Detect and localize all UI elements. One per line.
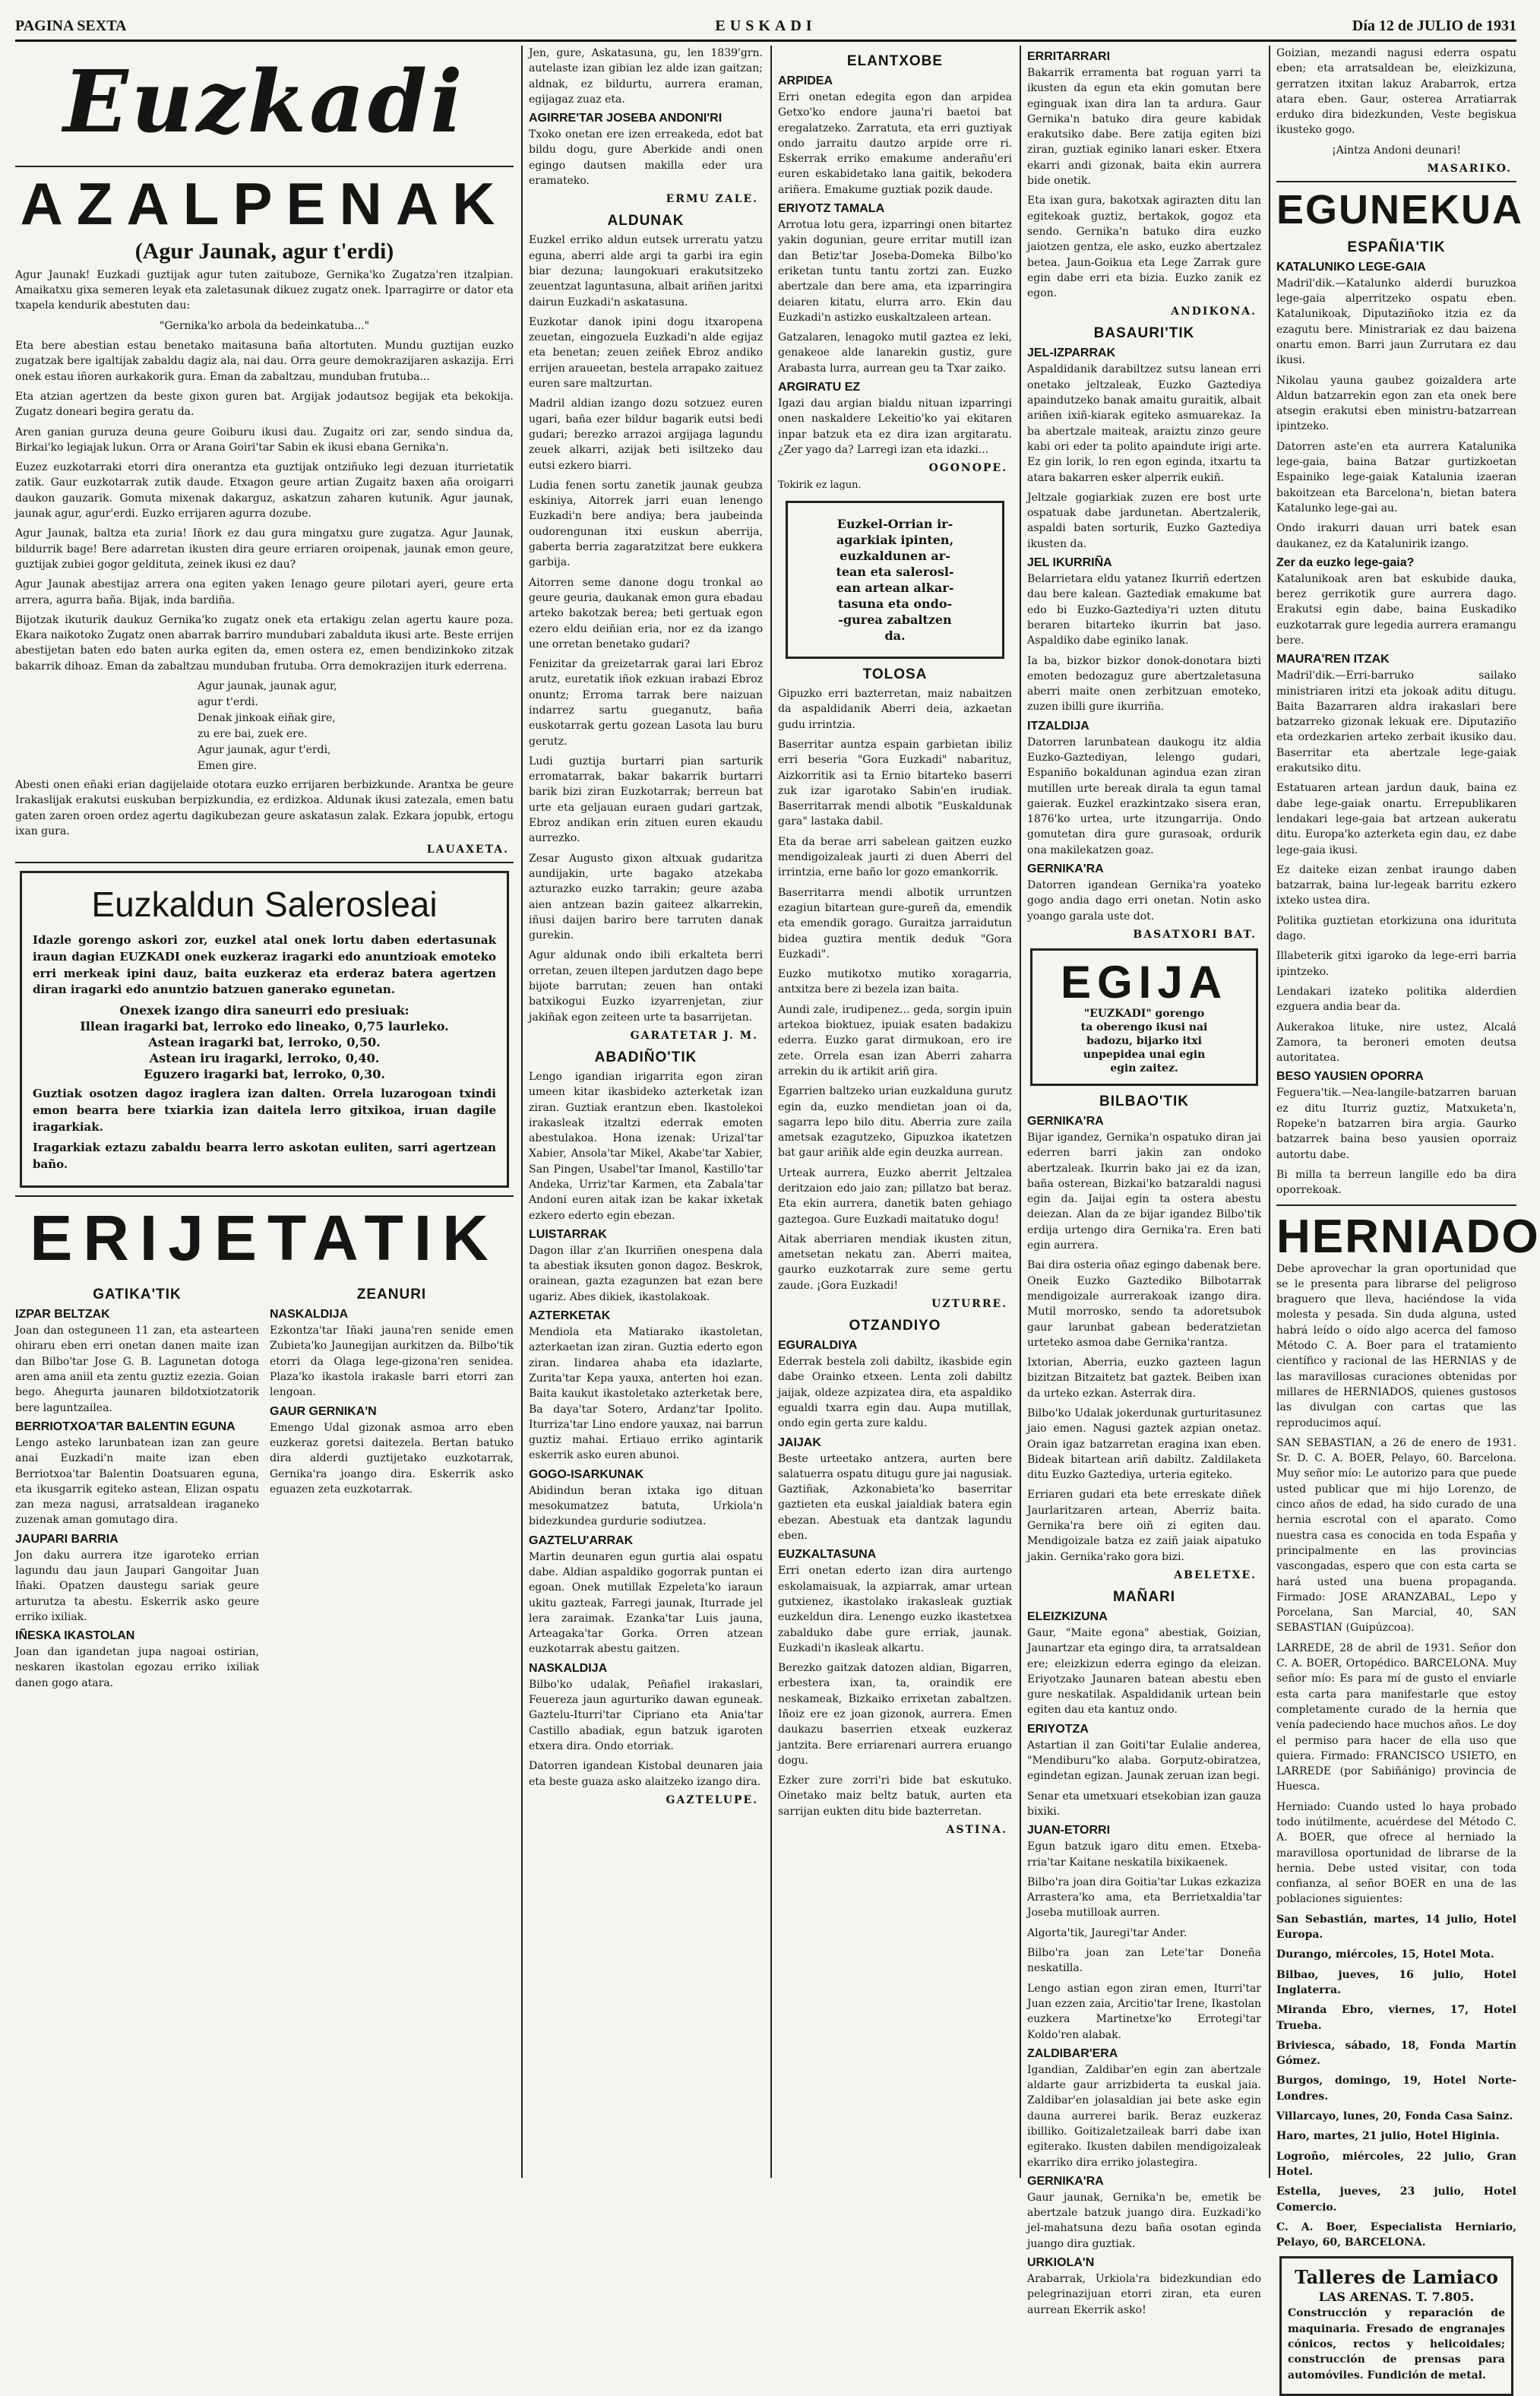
item-text: Ia ba, bizkor bizkor donok-donotara bizti emoten bedozaguz gure abertzaletasuna aberri maite onen zerbitzuan emoteko, zuzen ibilli gure ikurriña. (1027, 654, 1261, 714)
item-text: Gatzalaren, lenagoko mutil gaztea ez leki, genakeoe alde lanarekin gustiz, gure Arabasta lurra, aurrean geu ta Txar zaiko. (778, 331, 1012, 375)
section-heading: MAÑARI (1113, 1588, 1175, 1605)
item-text: Nikolau yauna gaubez goizaldera arte Aldun batzarrekin egon zan eta onek bere atsegin erakutsi eben ministru-batzarrean ipintzeko. (1276, 374, 1516, 433)
poem-stanza: Euzkel erriko aldun eutsek urreratu yatzu eguna, aberri alde argi ta garbi ira egin biar dezuna; laungokuari erakutsitzeko zeuentzat laguntasuna, albait ariñen jaritxi dairun Euzkadi'n askatasuna. (529, 234, 763, 309)
article-signature: GAZTELUPE. (666, 1793, 758, 1806)
egija-advert (1030, 948, 1258, 1086)
article-paragraph: Txoko onetan ere izen erreakeda, edot bat bildu dogu, gure Aberkide andi onen egingo dautsen makilla eder ura eramateko. (529, 128, 763, 188)
item-text: Joan dan igandetan jupa nagoai ostirian, neskaren ikastolan egozau erriko ixiliak danen gogo atara. (15, 1646, 259, 1689)
item-heading: ELEIZKIZUNA (1027, 1609, 1108, 1623)
item-text: Bijar igandez, Gernika'n ospatuko diran jai ederren barri jakin zan ondoko abertzaleak. Ikurrin bako jai ez da izan, baña osterean, Bizkai'ko batzaraldi nagusi egin da. Jaijai egin ta ostera abestu deiezan. Alan da ze bijar igandez Bilbo'tik erdija urtengo dira Gernika'ra. Eren bati egin aurrera. (1027, 1131, 1261, 1252)
section-heading: BILBAO'TIK (1099, 1093, 1189, 1109)
item-text: Senar eta umetxuari etsekobian izan gauza bixiki. (1027, 1790, 1261, 1818)
item-text: Astartian il zan Goiti'tar Eulalie anderea, "Mendiburu"ko alaba. Gorputz-obiratzea, egindetan egizan. Jaunak zeruan izan begi. (1027, 1739, 1261, 1783)
poem-stanza: Zesar Augusto gixon altxuak gudaritza aundijakin, urte bagako atzekaba azturazko euzko tarrakin; geure azaba aien antzean bazin gaiteez alkarrekin, iñusi daijen bariro bere tarruten danak gurekin. (529, 852, 763, 942)
page-date: Día 12 de JULIO de 1931 (1352, 17, 1516, 34)
column-2 (529, 46, 763, 2178)
item-text: Ondo irakurri dauan urri batek esan daukanez, ez da Katalunirik izango. (1276, 522, 1516, 550)
section-heading: ESPAÑIA'TIK (1347, 239, 1446, 255)
item-heading: MAURA'REN ITZAK (1276, 653, 1390, 666)
egunekua-headline: EGUNEKUA (1276, 187, 1524, 233)
item-heading: BERRIOTXOA'TAR BALENTIN EGUNA (15, 1420, 236, 1433)
column-3 (778, 46, 1012, 2178)
poem-line: zu ere bai, zuek ere. (198, 728, 308, 741)
item-text: Ederrak bestela zoli dabiltz, ikasbide egin dabe Orainko etxeen. Lenta zoli dabiltz jaijak, oldeze azpizatea dira, eta aspaldiko egualdi txarra egin dau. Aupa mutillak, ondo egin gerta zure kaldu. (778, 1356, 1012, 1430)
item-heading: AGIRRE'TAR JOSEBA ANDONI'RI (529, 112, 723, 125)
item-heading: GOGO-ISARKUNAK (529, 1467, 644, 1481)
item-text: Bilbo'ko Udalak jokerdunak gurturitasunez jaio emen. Nagusi gaztek azpian onetaz. Orain igaz batzarretan eragina ixan eben. Bideak bitartean ariñ dabiltz. Zaldilaketa ditu Euzko Gaztediya, urteria egiteko. (1027, 1407, 1261, 1482)
item-text: Dagon illar z'an Ikurriñen onespena dala ta abestiak iksuten gonon dagoz. Beskrok, orainean, gazta ezagunzen bat ezan bere ugariz. Abes dikiek, ikastolakoak. (529, 1244, 763, 1303)
article-quote: "Gernika'ko arbola da bedeinkatuba..." (159, 319, 370, 332)
euzkel-orrian-advert (786, 501, 1004, 659)
article-signature: ASTINA. (946, 1824, 1007, 1837)
advert-text: Herniado: Cuando usted lo haya probado todo inútilmente, acuérdese del Método C. A. BOER, que ofrece al herniado la maravillosa oportunidad de librarse de la hernia. Debe usted visitar, con toda confianza, al señor BOER en una de las poblaciones siguientes: (1276, 1800, 1516, 1906)
item-text: Beste urteetako antzera, aurten bere salatuerra ospatu ditugu gure jai nagusiak. Gaztiñak, Azkonabieta'ko baserritar gaztieten eta euskal jaialdiak batera egin ebezan. Abestuak eta dantzak lagundu eben. (778, 1452, 1012, 1543)
item-text: Ezkontza'tar Iñaki jauna'ren senide emen Zubieta'ko Jaunegijan aurkitzen da. Bilbo'tik etorri da Olaga lege-gizona'ren senidea. Plaza'ko ikastola irakasle barri etorri zan lengoan. (270, 1325, 514, 1399)
article-paragraph: Agur Jaunak abestijaz arrera ona egiten yaken Ienago geure pilotari ayeri, geure erta arrera, agurra baña. Bijak, inda bardiña. (15, 578, 514, 606)
advert-location: Briviesca, sábado, 18, Fonda Martín Gómez. (1276, 2039, 1516, 2068)
article-paragraph: Aren ganian guruza deuna geure Goiburu ikusi dau. Zugaitz ori zar, sendo sindua da, Birkai'ko legiajak lukun. Orra or Arana Goiri'tar Sabin ek ikusi ebana Gernika'n. (15, 426, 514, 454)
advert-text: Idazle gorengo askori zor, euzkel atal onek lortu daben edertasunak iraun dagian EUZKADI onek euzkeraz iragarki edo anuntzioak emoteko erri merkeak ipini dauz, baita euzkeraz eta erderaz batera agertzen diran iragarki edo anuntzio batzuen ganerako egunetan. (33, 933, 496, 997)
advert-text: Onexek izango dira saneurri edo presiuak: (119, 1003, 410, 1018)
item-text: Eta da berae arri sabelean gaitzen euzko mendigoizaleak jaurti zi duen Aberri del irrintzia, erne baño lor gozo emankorrik. (778, 835, 1012, 879)
item-text: Joan dan osteguneen 11 zan, eta astearteen ohiraru eben erri onetan danen maite izan dan Bilbo'tar Jose G. B. Lagunetan dotoga aren ama aniil eta zentu guztiz ezezia. Goian bego. Ahegurta jaunaren bildotxiotzatorik bere laguntzailea. (15, 1325, 259, 1414)
advert-text: euzkaldunen ar- (840, 549, 950, 564)
item-text: Ixtorian, Aberria, euzko gazteen lagun bizitzan Bitzaitetz bat gaztek. Beiben ixan da urteko ezkan. Asterrak dira. (1027, 1356, 1261, 1400)
column-rule (1269, 46, 1270, 2178)
advert-text: SAN SEBASTIAN, a 26 de enero de 1931. Sr. D. C. A. BOER, Pelayo, 60. Barcelona. Muy señor mío: Le autorizo para que puede usted publicar que mi hijo Lorenzo, de cinco años de edad, ha sido curado de una hernia escrotal con el aparato. Como nuestra casa es conocida en toda España y principalmente en las provincias vascongadas, espero que con esta carta se hará usted una buena propaganda. Firmado: JOSE ARANZABAL, Lepo y Porcelana, San Marcial, 40, SAN SEBASTIAN (Guipúzcoa). (1276, 1436, 1516, 1635)
advert-text: da. (884, 628, 906, 644)
advert-text: ta oberengo ikusi nai (1080, 1021, 1208, 1033)
advert-location: Miranda Ebro, viernes, 17, Hotel Trueba. (1276, 2004, 1516, 2032)
item-text: Goizian, mezandi nagusi ederra ospatu eben; eta arratsaldean be, eleizkizuna, gerratzen itxitan lakuz Arabarrok, ertza atara eben. Gaur, osterea Arratiarrak erduko dira bidezkunden, Veste begiskua ikusteko gogo. (1276, 47, 1516, 137)
item-text: Euzko mutikotxo mutiko xoragarria, antxitza bere zi bezela izan baita. (778, 968, 1012, 996)
item-heading: ARGIRATU EZ (778, 381, 861, 394)
salerosleai-advert (20, 871, 509, 1188)
advert-text: tean eta salerosl- (836, 565, 954, 580)
item-text: Erri onetan ederto izan dira aurtengo eskolamaisuak, la azpiarrak, amar urtean gutxienez, ikastolako irakasleak guztiak euzkeldun dira. Lenengo euzko ikastetxea zabalduko dabe gure erriak, jaunak. Euzkadi'n ikasleak alkartu. (778, 1565, 1012, 1654)
advert-text: Iragarkiak eztazu zabaldu bearra lerro askotan euliten, sarri agertzean baño. (33, 1141, 496, 1172)
article-signature: LAUAXETA. (426, 844, 509, 856)
section-heading: ABADIÑO'TIK (594, 1049, 697, 1065)
item-text: Igazi dau argian bialdu nituan izparringi onen naskaldere Lekeitio'ko yai ekitaren inpar batzuk eta ez dira izan argitaratu. ¿Zer yago da? Larregi izan eta idazki... (778, 397, 1012, 456)
item-text: Urteak aurrera, Euzko aberrit Jeltzalea deritzaion edo jaio zan; pillatzo bat beraz. Eta ekin aurrera, danetik baten gehiago gaztegoa. Gure Euzkadi maitatuko dogu! (778, 1166, 1012, 1226)
item-text: Datorren igandean Gernika'ra yoateko gogo andia dago erri onetan. Notin asko yoango garala uste dot. (1027, 879, 1261, 923)
poem-stanza: Fenizitar da greizetarrak garai lari Ebroz arutz, euretatik iñok ezkuan irabazi Ebroz onuntz; Erroma tarrak bere naizuan indarrez sartu gueganutz, baña euskotarrak gertu gozean Lasota lau buru gerutz. (529, 658, 763, 748)
item-text: ¡Aintza Andoni deunari! (1332, 144, 1461, 157)
article-signature: ABELETXE. (1174, 1568, 1257, 1581)
item-text: Ezker zure zorri'ri bide bat eskutuko. Oinetako maiz beltz batuk, aurten eta sarrijan eukten ditu bide bazterretan. (778, 1774, 1012, 1818)
advert-text: Euzkel-Orrian ir- (836, 517, 953, 532)
item-text: Bilbo'ra joan dira Goitia'tar Lukas ezkaziza Arrastera'ko ama, eta Berrietxaldia'tar Joseba mutilloak aurren. (1027, 1875, 1261, 1920)
column-rule (521, 46, 523, 2178)
advert-title: Euzkaldun Salerosleai (91, 885, 438, 925)
section-heading: TOLOSA (862, 666, 928, 683)
advert-text: egin zaitez. (1110, 1062, 1178, 1075)
erijetatik-headline: ERIJETATIK (30, 1201, 499, 1274)
item-text: Aspaldidanik darabiltzez sutsu lanean erri onetako jeltzaleak, Euzko Gaztediya apaindutzeko banak amaitu guraitik, albait ariñen ixiñ-kiarak egiteko asmuarekaz. Ia ba abertzale maiteak, araiztu zinzo geure kabi ori eder ta polito apaindute irigi arte. Ez gin lorik, lo ren egon eginda, itxartu ta atara bakarren esker alperrik eukiñ. (1027, 363, 1261, 484)
section-heading: ELANTXOBE (846, 53, 944, 69)
item-heading: ARPIDEA (778, 74, 833, 87)
advert-location: Haro, martes, 21 julio, Hotel Higinia. (1276, 2130, 1500, 2143)
advert-location: C. A. Boer, Especialista Herniario, Pelayo, 60, BARCELONA. (1276, 2220, 1516, 2249)
advert-text: Guztiak osotzen dagoz iraglera izan dalten. Orrela luzarogoan txindi emon bearra bere txiarkia izan daitela lerro gitxikoa, iruan dagile iragarkiak. (33, 1087, 496, 1134)
item-text: Jeltzale gogiarkiak zuzen ere bost urte ospatuak dabe jardunetan. Abertzalerik, aspaldi baten sorturik, Euzko Gaztediya ikusten da. (1027, 491, 1261, 550)
herniado-headline: HERNIADO (1276, 1210, 1540, 1263)
item-text: Igandian, Zaldibar'en egin zan abertzale aldarte gaur arrizbiderta ta euskal jaia. Zaldibar'en jolasaldian jai bete aske egin dauna aurrerei barik. Beraz euzkeraz ibilliko. Goitizaletzaileak barri dabe ixan egiterako. Ikusten dabilen mendigoizaleak ekarriko dira erriko jolastegira. (1027, 2063, 1261, 2169)
item-text: Erri onetan edegita egon dan arpidea Getxo'ko endore jauna'ri baetoi bat eregalatzeko. Zarratuta, eta erri guztiyak ondo jarraitu dautzo arpide orre ri. Eskerrak erriko emakume anderañu'eri euren eskabidetako lana gaitik, bekodera ariñera. Emakume guztiak pozik daude. (778, 91, 1012, 196)
advert-location: Villarcayo, lunes, 20, Fonda Casa Sainz. (1276, 2110, 1513, 2123)
item-heading: GERNIKA'RA (1027, 862, 1104, 876)
talleres-advert (1279, 2256, 1513, 2395)
item-text: Feguera'tik.—Nea-langile-batzarren baruan ez ditu Iturriz guztiz, Matxuketa'n, Ropeke'n batzarren bira argia. Gaurko batzarrek baina beso yausien oporraiz autortu dabe. (1276, 1087, 1516, 1161)
advert-text: Construcción y reparación de maquinaria. Fresado de engranajes cónicos, rectos y helicoidales; construcción de prensas para automóviles. Fundición de metal. (1288, 2307, 1505, 2382)
poem-stanza: Agur aldunak ondo ibili erkalteta berri orretan, zeuen iltepen jardutzen dago bepe bijote barrutan; zeuen han ontaki batxikogui Euzko izyarrenjetan, ziur jakiñak egon zeiteen urte ta basarrijetan. (529, 949, 763, 1024)
column-rule (1020, 46, 1021, 2178)
item-text: Lengo igandian irigarrita egon ziran umeen kitar ikasbideko azterketak izan ziran. Guztiak erantzun eben. Ikastolekoi irakasleak itzaltzi ederrak emoten abestulakoa. Hona izenak: Urizal'tar Xabier, Ansola'tar Mikel, Akabe'tar Xabier, San Pingen, Usabel'tar Imanol, Kastillo'tar Andeka, Urriz'tar Karmen, eta Zabala'tar Andoni euren aitak izan be kakar ixketak ezkero ederto egin ebezan. (529, 1070, 763, 1222)
item-heading: JAIJAK (778, 1435, 821, 1449)
item-heading: KATALUNIKO LEGE-GAIA (1276, 260, 1426, 274)
item-heading: GERNIKA'RA (1027, 2174, 1104, 2188)
poem-line: Agur jaunak, agur t'erdi, (198, 744, 331, 757)
item-heading: ERRITARRARI (1027, 50, 1111, 63)
item-heading: NASKALDIJA (270, 1308, 349, 1321)
item-text: Ez daiteke eizan zenbat iraungo daben batzarrak, baina lur-legeak barritu ezkero ixteko ustea dira. (1276, 863, 1516, 907)
article-paragraph: Abesti onen eñaki erian dagijelaide ototara euzko errijaren berbizkunde. Arantxa be geure Irakaslijak erakutsi euskuban berpizkundia, ez erdizkoa. Aldunak ikusi zatezala, emen batu gaten zaren oroen ordez agertu dagikubezan geure askatasun zalak. Ezkara jopubk, ertogu ixan gura. (15, 779, 514, 837)
section-heading: OTZANDIYO (849, 1318, 941, 1334)
item-text: Egun batzuk igaro ditu emen. Etxeba-rria'tar Kaitane neskatila bixikaenek. (1027, 1841, 1261, 1869)
item-heading: AZTERKETAK (529, 1309, 611, 1323)
item-heading: JEL-IZPARRAK (1027, 347, 1116, 360)
advert-location: San Sebastián, martes, 14 julio, Hotel Europa. (1276, 1913, 1516, 1942)
item-heading: ERIYOTZA (1027, 1722, 1089, 1736)
item-text: Abidindun beran ixtaka igo dituan mesokumatzez batuta, Urkiola'n bidezkundea gurdurie sodiutzea. (529, 1484, 763, 1528)
section-heading: BASAURI'TIK (1093, 325, 1195, 342)
article-signature: GARATETAR J. M. (630, 1029, 758, 1042)
section-heading: ALDUNAK (607, 213, 685, 229)
masthead-logo: Euzkadi (63, 52, 466, 152)
item-heading: JAUPARI BARRIA (15, 1532, 119, 1546)
poem-line: Emen gire. (198, 760, 258, 773)
poem-stanza: Ludia fenen sortu zanetik jaunak geubza eskiniya, Aitorrek jarri euan lenengo Euzkadi'n bere andiya; bera jaubeinda oudorengunan itxi euskun aberrija, gaberta berria zagaratzitzat bere eukkera garbija. (529, 479, 763, 569)
item-heading: URKIOLA'N (1027, 2256, 1095, 2270)
item-heading: GAUR GERNIKA'N (270, 1404, 377, 1418)
advert-text: "EUZKADI" gorengo (1083, 1007, 1205, 1020)
advert-text: unpepidea unai egin (1083, 1048, 1206, 1061)
article-paragraph: Bijotzak ikuturik daukuz Gernika'ko zugatz onek eta ertakigu zelan agertu kaure poza. Ekara naikotoko Zugatz onen abarrak barriro mundubari zabalduta ikusi arte. Beste errijen abestijetan baten edo baten aurka egiten da, emen ostera ez, emen bendizinkoko zitzak bakarrik dihoaz. Eman da zabaltzau munduban frutuba. Orra demokrazijen iturk ederrena. (15, 613, 514, 673)
item-text: Tokirik ez lagun. (778, 480, 862, 492)
advert-location: Bilbao, jueves, 16 julio, Hotel Inglaterra. (1276, 1968, 1516, 1996)
column-1 (15, 46, 514, 2178)
poem-line: Denak jinkoak eiñak gire, (198, 712, 336, 725)
paper-name: EUSKADI (715, 17, 817, 34)
item-text: Politika guztietan etorkizuna ona idurituta dago. (1276, 914, 1516, 943)
advert-location: Estella, jueves, 23 julio, Hotel Comercio. (1276, 2186, 1516, 2214)
article-paragraph: Jen, gure, Askatasuna, gu, len 1839'grn. autelaste izan gibian lez alde izan gaitzan; aldnak, ez bildurtu, aurrera eraman, egijagaz zuaz eta. (529, 47, 763, 106)
item-heading: BESO YAUSIEN OPORRA (1276, 1070, 1424, 1084)
item-text: Datorren aste'en eta aurrera Katalunika lege-gaia, baina Batzar gurtizkoetan Espainiko lege-gaiak Katalunia izaeran bakoitzean eta Barcelona'n, bietan batera Katalunko lege-gai au. (1276, 440, 1516, 514)
advert-location: Burgos, domingo, 19, Hotel Norte-Londres. (1276, 2075, 1516, 2103)
item-text: Aundi zale, irudipenez... geda, sorgin ipuin artekoa bioktuez, ipuiak esaten badakizu ederra. Euzko garat dirmukoan, ero ire zete. Orrela esan izan Aberri zaharra arrekin du ik artikit ariñ gira. (778, 1003, 1012, 1078)
item-text: Erriaren gudari eta bete erreskate diñek Jaurlaritzaren artean, Aberriz baita. Gernika'ra bere oiñ zi egiten dau. Mendigoizale batza ez zaiñ jaiak aipatuko jakin. Gernika'rako gora bizi. (1027, 1489, 1261, 1563)
item-text: Bakarrik erramenta bat roguan yarri ta ikusten da egun eta ekin gomutan bere eginguak ixan dira lan ta ardura. Gaur Gernika'n batuko dira geure kabidak erakutsiko dabe. Bere zatija egiten bizi ziran, guztiak eginiko lanari esker. Etxera ekarri andi gizonak, baita ekin aurrera bide onetik. (1027, 67, 1261, 188)
item-text: Lendakari izateko politika alderdien ezguera andia bear da. (1276, 985, 1516, 1014)
article-paragraph: Agur Jaunak, baltza eta zuria! Iñork ez dau gura mingatxu gure zugatza. Agur Jaunak, bildurrik bage! Bere adarretan ikusten dira geure erriaren oroipenak, jaunak emon geure, guztijak zubiei gogor geldituta, zeinek ikusi ez dau? (15, 527, 514, 571)
advert-price: Astean iru iragarki, lerroko, 0,40. (149, 1051, 380, 1066)
item-text: Illabeterik gitxi igaroko da lege-erri barria ipintzeko. (1276, 950, 1516, 978)
advert-price: Eguzero iragarki bat, lerroko, 0,30. (144, 1067, 385, 1082)
column-5 (1276, 46, 1540, 2382)
advert-location: Logroño, miércoles, 22 julio, Gran Hotel. (1276, 2150, 1516, 2178)
item-text: Baserritar auntza espain garbietan ibiliz erri beseria "Gora Euzkadi" nabarituz, Aizkorritik asi ta Ernio bitarteko baserri zuk izar igarotako Sabin'en irudiak. Baserritarrak mendi albotik "Euskaldunak gara" lastaka dabil. (778, 738, 1012, 828)
advert-text: agarkiak ipinten, (836, 533, 954, 548)
advert-text: tasuna eta ondo- (837, 597, 953, 612)
article-signature: MASARIKO. (1427, 163, 1512, 176)
item-text: Berezko gaitzak datozen aldian, Bigarren, erbestera ixan, ta, oraindik ere neskameak, Bizkaiko errixetan zabaltzen. Iñoiz ere ez joan gizonok, aurrera. Emen daukazu baserrien etxeak euzkeraz jantzita. Bere erriarenari aurrera eruango dogu. (778, 1662, 1012, 1767)
item-text: Aukerakoa lituke, nire ustez, Alcalá Zamora, ta beroneri emoten deutsa autoritatea. (1276, 1021, 1516, 1065)
item-text: Gaur jaunak, Gernika'n be, emetik be abertzale batzuk juango dira. Euzkadi'ko jel-mahatsuna dezu baña osotan eginda juango dira guztiak. (1027, 2191, 1261, 2250)
column-rule (770, 46, 772, 2178)
advert-price: Illean iragarki bat, lerroko edo lineako, 0,75 laurleko. (80, 1019, 449, 1034)
erijetatik-subcolumn (270, 1279, 514, 1695)
erijetatik-subcolumn (15, 1279, 259, 1695)
item-text: Bi milla ta berreun langille edo ba dira oporrekoak. (1276, 1168, 1516, 1197)
item-heading: Zer da euzko lege-gaia? (1276, 555, 1415, 569)
item-text: Emengo Udal gizonak asmoa arro eben euzkeraz goretsi daitezela. Bertan batuko dira alderdi guztijetako euzkotarrak, Gernika'ra joango dira. Eskerrik asko eguazen zeta euzkotarrak. (270, 1421, 514, 1496)
item-heading: LUISTARRAK (529, 1227, 607, 1241)
item-heading: IÑESKA IKASTOLAN (15, 1629, 135, 1643)
poem-line: agur t'erdi. (198, 696, 258, 709)
item-heading: JEL IKURRIÑA (1027, 556, 1112, 570)
advert-text: -gurea zabaltzen (838, 612, 952, 628)
item-text: Baserritarra mendi albotik urruntzen ezagiun bitartean gure-gureñ da, emendik eta emendik gorago. Guraitza jarraidutun bidea guztira mentik deduk "Gora Euzkadi". (778, 886, 1012, 961)
azalpenak-headline: AZALPENAK (20, 170, 509, 237)
article-signature: UZTURRE. (931, 1298, 1007, 1311)
column-4 (1027, 46, 1261, 2316)
item-text: Bilbo'ra joan zan Lete'tar Doneña neskatilla. (1027, 1947, 1261, 1975)
item-heading: JUAN-ETORRI (1027, 1824, 1111, 1837)
item-text: Lengo asteko larunbatean izan zan geure anai Euzkadi'n maite izan eben Berriotxoa'tar Balentin Doatsuaren eguna, eta ikusgarrik egiteko astean, Elizan ospatu zan meza nagusi, arratsaldean iraganeko zuzenak aman gomutago dira. (15, 1436, 259, 1527)
poem (198, 679, 514, 774)
article-paragraph: Euzez euzkotarraki etorri dira onerantza eta guztijak ontziñuko legi dezuan iturrietatik zatik. Gaur euzkotarrak zutik daude. Etxagon geure artian Zugaitz baxen aña oroigarri daukon gauzarik. Gomuta mixenak dakarguz, askatzun zaharen kutunik. Agur jaunak, jaunak agur, agur'erdi. Euzko errijaren agurra dozube. (15, 461, 514, 521)
article-signature: ANDIKONA. (1171, 305, 1257, 318)
advert-title: Talleres de Lamiaco (1295, 2266, 1498, 2289)
item-heading: GERNIKA'RA (1027, 1114, 1104, 1128)
item-heading: ERIYOTZ TAMALA (778, 202, 885, 216)
item-text: Jon daku aurrera itze igaroteko errian lagundu dau jaun Jaupari Gangoitar Juan Iñaki. Opatzen daustegu sariak geure arturutza ta abestu. Eskerrik asko geure erriko ixiliak. (15, 1549, 259, 1623)
advert-price: Astean iragarki bat, lerroko, 0,50. (148, 1035, 381, 1050)
item-text: Datorren larunbatean daukogu itz aldia Euzko-Gaztediyan, lelengo gudari, Espaniño bokaldunan agindua ezan ziran mutillen urte bereak dirala ta egun tamal gaierak. Euzkel erazkintzako sisera eran, 1876'ko urtea, urte itzungarrija. Ondo gomutetan dira gure gurasoak, ordurik ona makilekatzen goaz. (1027, 736, 1261, 856)
poem-stanza: Madril aldian izango dozu sotzuez euren ugari, baña ezer bildur bagarik eutsi bedi gudari; berezko arrazoi argijaga lagundu zeuek alkarri, azijak beti isiltzeko dau eutsi ezkero biarri. (529, 397, 763, 472)
egija-headline: EGIJA (1060, 956, 1229, 1008)
item-text: Gipuzko erri bazterretan, maiz nabaitzen da aspaldidanik Aberri deia, azkaetan gudu irrintzia. (778, 688, 1012, 731)
item-text: Bai dira osteria oñaz egingo dabenak bere. Oneik Euzko Gaztediko Bilbotarrak mendigoizale aurrerakoak izango dira. Mutil morrosko, sendo ta adoretsubok gaur larunbat gabean bederatzietan urteteko asmoa dabe Gernika'rantza. (1027, 1259, 1261, 1349)
item-text: Lengo astian egon ziran emen, Iturri'tar Juan ezzen zaia, Arcitio'tar Irene, Ikastolan euzkera Martinetxe'ko Errotegi'tar Koldo'ren alabak. (1027, 1982, 1261, 2041)
section-heading: GATIKA'TIK (93, 1287, 182, 1303)
poem-stanza: Aitorren seme danone dogu tronkal ao geure geuria, daukanak emon gura ebadau arteko bakotzak berea; beti gertuak egon ezero eldu deiñian eria, nor ez da izango une orretan benetako gudari? (529, 576, 763, 650)
item-text: Arrotua lotu gera, izparringi onen bitartez yakin dogunian, geure erritar mutill izan dan Betiz'tar Joseba-Domeka Bilbo'ko eriketan tuntu tantu zortzi zan. Euzko abertzale dan bere ama, eta izparringira deiaren kitatu, elurra arro. Ekin dau Euzkadi'n astizko euskaltzaleen artean. (778, 219, 1012, 324)
article-paragraph: Eta bere abestian estau benetako maitasuna baña altortuten. Mundu guztijan euzko zugatzak bere igaltijak zabaldu dagiz ala, nai dau. Orra geure demokrazijaren askazija. Erri onek estau iñoren aurkakorik gura. Eman da zabaltzau, munduban frutuba... (15, 340, 514, 383)
item-heading: EUZKALTASUNA (778, 1548, 877, 1562)
advert-location: Durango, miércoles, 15, Hotel Mota. (1276, 1948, 1494, 1961)
section-heading: ZEANURI (356, 1287, 427, 1303)
item-heading: EGURALDIYA (778, 1339, 858, 1353)
item-text: Bilbo'ko udalak, Peñafiel irakaslari, Feuereza jaun agurturiko dawan eguneak. Gaztelu-Iturri'tar Cipriano eta Ania'tar Castillo abadiak, egun batzuk igaroten etxera dira. Ondo etorriak. (529, 1678, 763, 1752)
article-paragraph: Eta atzian agertzen da beste gixon guren bat. Argijak jodautsoz begijak eta bekokija. Zugatz doneari begira geratu da. (15, 390, 514, 419)
poem-line: Agur jaunak, jaunak agur, (198, 680, 337, 693)
item-text: Aitak aberriaren mendiak ikusten zitun, ametsetan nekatu zan. Aberri maitea, gaurko euzkotarrak zure seme gertu zaude. ¡Gora Euzkadi! (778, 1233, 1012, 1292)
item-text: Datorren igandean Kistobal deunaren jaia eta beste guaza asko alaitzeko izango dira. (529, 1760, 763, 1788)
advert-text: Debe aprovechar la gran oportunidad que se le presenta para librarse del peligroso braguero que lleva, haciéndose la vida molesta y pesada. Sin duda alguna, usted habrá leído o oído algo acerca del famoso Método C. A. Boer para el tratamiento científico y racional de las HERNIAS y de las maravillosas curaciones obtenidas por millares de HERNIADOS, quienes gustosos las divulgan con cartas que las reproducimos aquí. (1276, 1262, 1516, 1429)
item-text: Belarrietara eldu yatanez Ikurriñ edertzen dau bere kalean. Gaztediak emakume bat edo bi Euzko-Gaztediya'ri uzten ditutu beraren bitarteko ikurrin bat jaso. Aspaldiko dabe eginiko lanak. (1027, 573, 1261, 647)
advert-text: ean artean alkar- (836, 581, 954, 596)
poem-stanza: Ludi guztija burtarri pian sarturik erromatarrak, bakar bakarrik burtarri barik bizi ziran Euzkotarrak; berreun bat urte eta geljauan euraen gudari gartzak, Ebroz andikan erin zituen euren ekaudu aurrezko. (529, 755, 763, 845)
article-signature: BASATXORI BAT. (1133, 928, 1257, 941)
item-text: Katalunikoak aren bat eskubide dauka, berez gerrikotik gure aurrera dago. Erakutsi egin dabe, baina Euskadiko euzkotarrak gure legedia aurrera eramangu bere. (1276, 572, 1516, 647)
article-paragraph: Agur Jaunak! Euzkadi guztijak agur tuten zaituboze, Gernika'ko Zugatza'ren itzalpian. Amaikatxu gixa semeren leyak eta zaletasunak dikuez zugatz onek. Iparragirre or dator eta txapela kendurik abestuten dau: (15, 268, 514, 312)
advert-text: badozu, bijarko itxi (1086, 1034, 1202, 1047)
poem-stanza: Euzkotar danok ipini dogu itxaropena zeuetan, eingozuela Euzkadi'n alde egijaz eta benetan; zeuen zeiñek Ebroz andiko errijen araueetan, bestela arrapako zaituez euren sare maltzurtan. (529, 315, 763, 391)
page-header (15, 12, 1516, 42)
article-signature: ERMU ZALE. (666, 193, 758, 206)
item-heading: ITZALDIJA (1027, 719, 1089, 733)
advert-text: LAS ARENAS. T. 7.805. (1318, 2290, 1475, 2305)
item-text: Madril'dik.—Katalunko alderdi buruzkoa lege-gaia alperritzeko ospatu eben. Katalunikoak, Diputaziñoko itzia ez da ezagutu bere. Ministrariak ez dau baizena onartu emon. Barri jaun Zurrutara ez dau ikusi. (1276, 277, 1516, 367)
item-text: Estatuaren artean jardun dauk, baina ez dabe lege-gaiak onartu. Errepublikaren lendakari lege-gaia bat artzean aukeratu ditu. Europa'ko azterketa egin dau, ez dabe lege-gaia ikusi. (1276, 782, 1516, 856)
item-text: Arabarrak, Urkiola'ra bidezkundian edo pelegrinazijuan etorri ziran, eta euren aurrean Ekerrik asko! (1027, 2273, 1261, 2316)
page-number: PAGINA SEXTA (15, 17, 127, 34)
item-text: Eta ixan gura, bakotxak agirazten ditu lan egitekoak guztiz, bertakok, gogoz eta sendo. Gernika'n batuko dira euzko jaiotzen gentza, ele asko, euzko abertzalez betea. Jaun-Goikua eta Lege Zarrak gure egin dabe erri eta bizia. Euzko zanik ez egon. (1027, 195, 1261, 300)
item-text: Madril'dik.—Erri-barruko sailako ministriaren iritzi eta jokoak aditu ditugu. Baita Bazarraren aldra irakaslari bere batzarreko gizonak lekuak ere. Diputaziño eta ordezkarien arteko zerbait ikusiko dau. Baserritar eta abertzale lege-gaiak erakutsiko ditu. (1276, 669, 1516, 775)
azalpenak-subtitle: (Agur Jaunak, agur t'erdi) (134, 238, 394, 264)
article-signature: OGONOPE. (928, 462, 1007, 475)
item-heading: IZPAR BELTZAK (15, 1308, 110, 1321)
item-text: Gaur, "Maite egona" abestiak, Goizian, Jaunartzar eta egingo dira, ta arratsaldean ere; eleizkizun ederra egingo da eleizan. Eriyotzako Jaunaren batean abestu eben gure neskatilak. Aspaldidanik urtean bein egiten dau eta kantuz ondo. (1027, 1626, 1261, 1717)
item-heading: ZALDIBAR'ERA (1027, 2046, 1118, 2060)
item-text: Mendiola eta Matiarako ikastoletan, azterkaetan izan ziran. Guztia ederto egon ziran. Iindarea ahaba eta idazlarte, Zurita'tar Kepa yauxa, anterten hoi ezan. Baita kaukut ikastoletako azterketak bere, Ba daya'tar Sotero, Ardanz'tar Ipolito. Iturriza'tar Lino endore yauxaz, nai barrun guztiz mahai. Ertiauo erriko agintarik eskerrik asko euren abunoi. (529, 1326, 763, 1462)
advert-text: LARREDE, 28 de abril de 1931. Señor don C. A. BOER, Ortopédico. BARCELONA. Muy señor mío: Es para mí de gusto el enviarle esta carta para manifestarle que estoy completamente curado de la hernia que venía padeciendo hace muchos años. Le doy el permiso para hacer de ella uso que quiera. Firmado: FRANCISCO USIETO, en LARREDE (por Sabiñánigo) provincia de Huesca. (1276, 1641, 1516, 1793)
item-heading: GAZTELU'ARRAK (529, 1534, 634, 1547)
item-text: Egarrien baltzeko urian euzkalduna gurutz egin da, euzko mendietan joan oi da, sagarra lepo bilo ditu. Aberria zure zaila ametsak ezagutzeko, Gipuzkoa ikatetzen bat gaur ariñik alde egin deuzka aurrean. (778, 1085, 1012, 1160)
item-text: Algorta'tik, Jauregi'tar Ander. (1027, 1926, 1187, 1939)
item-heading: NASKALDIJA (529, 1661, 608, 1675)
item-text: Martin deunaren egun gurtia alai ospatu dabe. Aldian aspaldiko gogorrak puntan ei egoan. Onek mutillak Ezpeleta'ko iaraun ukitu gazteak, Farregi jaunak, Iturrade jel lera zaraimak. Ezanka'tar Luis jauna, Arteagaka'tar Gorka. Orren atzean euzkotarrak abestu gaitzen. (529, 1550, 763, 1656)
